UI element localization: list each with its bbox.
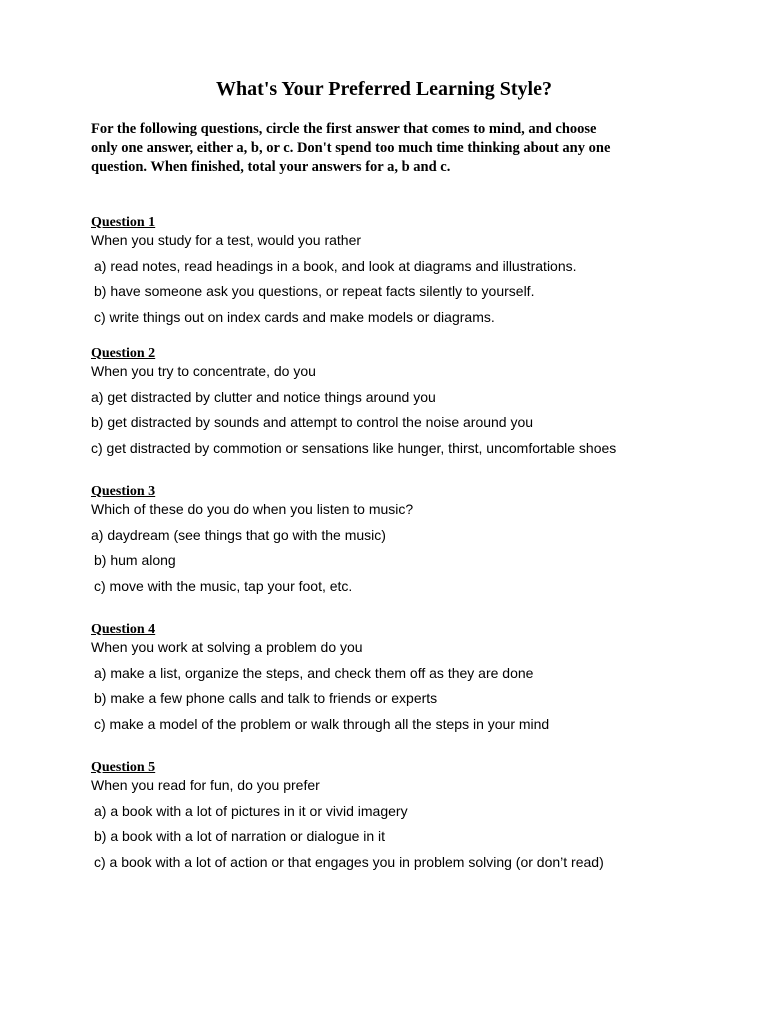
answer-a: a) a book with a lot of pictures in it or vivid imagery xyxy=(94,802,408,819)
question-text: Which of these do you do when you listen to music? xyxy=(91,501,414,517)
answer-b: b) get distracted by sounds and attempt to control the noise around you xyxy=(91,414,534,430)
instructions-line: For the following questions, circle the first answer that comes to mind, and choose xyxy=(91,121,597,137)
question-label: Question 5 xyxy=(91,760,156,775)
answer-c: c) move with the music, tap your foot, etc. xyxy=(94,577,353,594)
question-label: Question 1 xyxy=(91,215,156,230)
question-label: Question 2 xyxy=(91,346,156,361)
answer-c: c) a book with a lot of action or that engages you in problem solving (or don’t read) xyxy=(94,853,604,870)
question-text: When you study for a test, would you rather xyxy=(91,232,362,248)
question-text: When you read for fun, do you prefer xyxy=(91,777,320,793)
answer-b: b) hum along xyxy=(94,552,176,568)
answer-b: b) a book with a lot of narration or dialogue in it xyxy=(94,828,386,844)
answer-a: a) daydream (see things that go with the music) xyxy=(91,526,386,543)
question-label: Question 3 xyxy=(91,484,156,499)
instructions-line: only one answer, either a, b, or c. Don't spend too much time thinking about any one xyxy=(91,140,611,156)
question-label: Question 4 xyxy=(91,622,156,637)
question-2 xyxy=(91,346,731,457)
answer-b: b) make a few phone calls and talk to friends or experts xyxy=(94,690,438,706)
question-1 xyxy=(91,215,731,326)
question-3 xyxy=(91,484,731,595)
answer-a: a) get distracted by clutter and notice things around you xyxy=(91,388,436,405)
instructions xyxy=(91,120,691,177)
page-title: What's Your Preferred Learning Style? xyxy=(216,78,552,100)
answer-a: a) make a list, organize the steps, and check them off as they are done xyxy=(94,664,534,681)
answer-a: a) read notes, read headings in a book, and look at diagrams and illustrations. xyxy=(94,257,577,274)
question-text: When you work at solving a problem do you xyxy=(91,639,363,655)
answer-c: c) write things out on index cards and make models or diagrams. xyxy=(94,308,495,325)
instructions-line: question. When finished, total your answers for a, b and c. xyxy=(91,159,451,175)
answer-c: c) make a model of the problem or walk through all the steps in your mind xyxy=(94,715,550,732)
question-4 xyxy=(91,622,731,733)
question-5 xyxy=(91,760,731,871)
question-text: When you try to concentrate, do you xyxy=(91,363,316,379)
answer-b: b) have someone ask you questions, or repeat facts silently to yourself. xyxy=(94,283,535,299)
answer-c: c) get distracted by commotion or sensations like hunger, thirst, uncomfortable shoes xyxy=(91,439,617,456)
